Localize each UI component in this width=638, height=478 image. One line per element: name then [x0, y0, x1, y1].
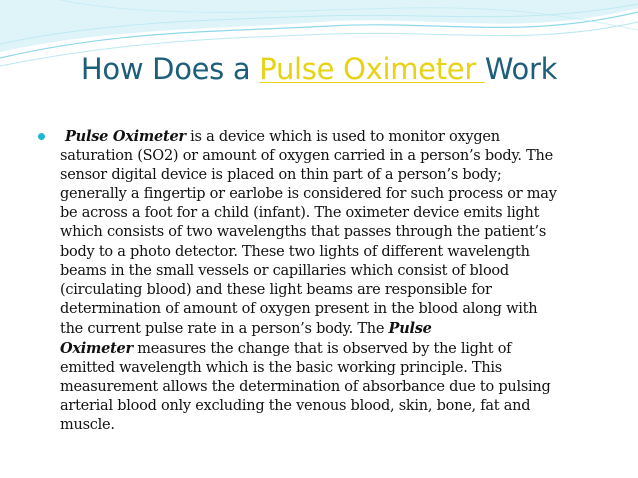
body-line: the current pulse rate in a person’s body. The Pulse	[60, 319, 432, 337]
body-line: which consists of two wavelengths that passes through the patient’s	[60, 224, 547, 241]
body-emphasis: Pulse	[388, 319, 432, 337]
slide-title	[0, 52, 638, 86]
body-emphasis: Oximeter	[60, 340, 133, 358]
pulse-oximeter-link[interactable]: Pulse Oximeter	[259, 52, 485, 86]
body-line: Oximeter measures the change that is observed by the light of	[60, 340, 512, 358]
body-line: (circulating blood) and these light beams are responsible for	[60, 281, 492, 298]
body-line: sensor digital device is placed on thin part of a person’s body;	[60, 167, 502, 184]
body-line: determination of amount of oxygen present in the blood along with	[60, 300, 538, 317]
title-text-before: How Does a	[80, 52, 260, 86]
body-line: body to a photo detector. These two lights of different wavelength	[60, 243, 530, 260]
body-line: beams in the small vessels or capillaries which consist of blood	[60, 262, 509, 279]
body-paragraph	[60, 127, 616, 436]
title-text-after: Work	[484, 52, 558, 86]
body-line: muscle.	[60, 417, 115, 434]
body-line: Pulse Oximeter is a device which is used to monitor oxygen	[65, 128, 500, 145]
body-line: generally a fingertip or earlobe is considered for such process or may	[60, 186, 557, 203]
body-line: saturation (SO2) or amount of oxygen carried in a person’s body. The	[60, 148, 553, 165]
body-line: arterial blood only excluding the venous blood, skin, bone, fat and	[60, 398, 531, 415]
body-emphasis: Pulse Oximeter	[65, 128, 186, 145]
bullet-icon	[38, 133, 45, 140]
body-line: measurement allows the determination of absorbance due to pulsing	[60, 379, 551, 396]
body-line: emitted wavelength which is the basic working principle. This	[60, 360, 503, 377]
body-line: be across a foot for a child (infant). The oximeter device emits light	[60, 205, 540, 222]
